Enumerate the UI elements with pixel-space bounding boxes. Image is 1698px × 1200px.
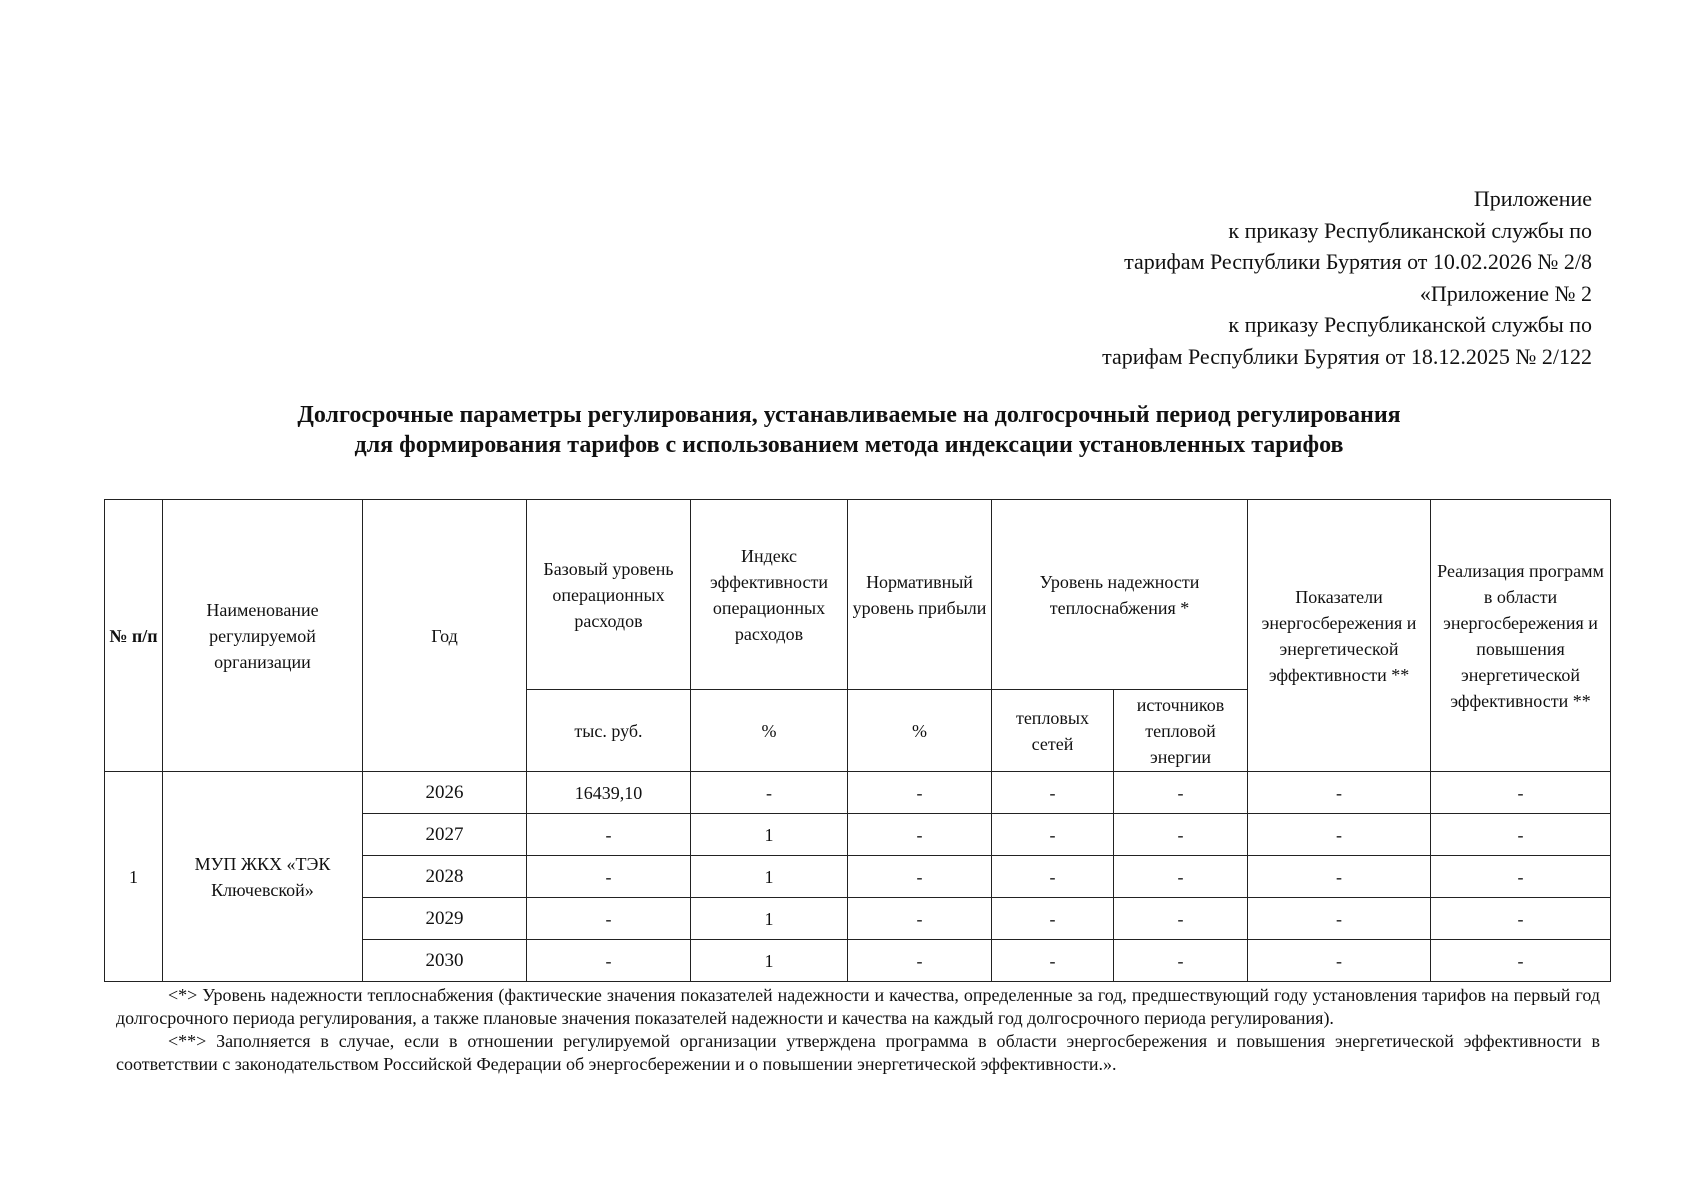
cell-heat-networks: - xyxy=(992,814,1114,856)
header-num: № п/п xyxy=(105,500,163,772)
cell-energy-saving: - xyxy=(1248,856,1431,898)
cell-programs: - xyxy=(1431,814,1611,856)
organization-name: МУП ЖКХ «ТЭК Ключевской» xyxy=(163,772,363,982)
header-programs: Реализация программ в области энергосбережения и повышения энергетической эффективности ** xyxy=(1431,500,1611,772)
cell-base-opex: 16439,10 xyxy=(527,772,691,814)
cell-programs: - xyxy=(1431,940,1611,982)
cell-profit-level: - xyxy=(848,856,992,898)
unit-base-opex: тыс. руб. xyxy=(527,690,691,772)
header-organization: Наименование регулируемой организации xyxy=(163,500,363,772)
cell-heat-networks: - xyxy=(992,940,1114,982)
cell-heat-networks: - xyxy=(992,898,1114,940)
cell-base-opex: - xyxy=(527,898,691,940)
cell-heat-sources: - xyxy=(1114,898,1248,940)
cell-energy-saving: - xyxy=(1248,772,1431,814)
cell-year: 2029 xyxy=(363,898,527,940)
cell-year: 2026 xyxy=(363,772,527,814)
header-profit-level: Нормативный уровень прибыли xyxy=(848,500,992,690)
cell-profit-level: - xyxy=(848,814,992,856)
document-title-line: для формирования тарифов с использованием метода индексации установленных тарифов xyxy=(354,432,1344,458)
table-row xyxy=(105,772,1611,814)
appendix-header-line: Приложение xyxy=(1473,186,1592,211)
cell-year: 2030 xyxy=(363,940,527,982)
cell-profit-level: - xyxy=(848,772,992,814)
cell-heat-sources: - xyxy=(1114,856,1248,898)
document-title-line: Долгосрочные параметры регулирования, устанавливаемые на долгосрочный период регулирования xyxy=(297,402,1401,428)
appendix-header-line: тарифам Республики Бурятия от 10.02.2026 № 2/8 xyxy=(1124,249,1592,274)
appendix-header xyxy=(1102,183,1592,372)
cell-heat-networks: - xyxy=(992,856,1114,898)
cell-energy-saving: - xyxy=(1248,898,1431,940)
cell-base-opex: - xyxy=(527,940,691,982)
cell-programs: - xyxy=(1431,856,1611,898)
cell-efficiency-index: 1 xyxy=(691,856,848,898)
document-title xyxy=(0,400,1698,460)
appendix-header-line: к приказу Республиканской службы по xyxy=(1228,217,1592,243)
header-efficiency-index: Индекс эффективности операционных расходов xyxy=(691,500,848,690)
unit-efficiency-index: % xyxy=(691,690,848,772)
cell-programs: - xyxy=(1431,772,1611,814)
cell-heat-sources: - xyxy=(1114,940,1248,982)
cell-base-opex: - xyxy=(527,814,691,856)
header-energy-saving: Показатели энергосбережения и энергетической эффективности ** xyxy=(1248,500,1431,772)
footnote-reliability: <*> Уровень надежности теплоснабжения (фактические значения показателей надежности и качества, определенные за год, предшествующий году установления тарифов на первый год долгосрочного периода регулирования, а также плановые значения показателей надежности и качества на каждый год долгосрочного периода регулирования). xyxy=(116,985,1600,1028)
cell-efficiency-index: 1 xyxy=(691,814,848,856)
appendix-header-line: тарифам Республики Бурятия от 18.12.2025 № 2/122 xyxy=(1102,343,1592,369)
appendix-header-line: к приказу Республиканской службы по xyxy=(1228,312,1592,337)
cell-year: 2028 xyxy=(363,856,527,898)
cell-heat-networks: - xyxy=(992,772,1114,814)
header-year: Год xyxy=(363,500,527,772)
unit-profit-level: % xyxy=(848,690,992,772)
cell-year: 2027 xyxy=(363,814,527,856)
header-base-opex: Базовый уровень операционных расходов xyxy=(527,500,691,690)
unit-heat-networks: тепловых сетей xyxy=(992,690,1114,772)
parameters-table xyxy=(104,499,1611,982)
cell-energy-saving: - xyxy=(1248,940,1431,982)
footnotes xyxy=(116,984,1600,1076)
cell-base-opex: - xyxy=(527,856,691,898)
unit-heat-sources: источников тепловой энергии xyxy=(1114,690,1248,772)
cell-efficiency-index: - xyxy=(691,772,848,814)
footnote-energy-saving: <**> Заполняется в случае, если в отношении регулируемой организации утверждена программа в области энергосбережения и повышения энергетической эффективности в соответствии с законодательством Российской Федерации об энергосбережении и о повышении энергетической эффективности.». xyxy=(116,1031,1600,1074)
cell-heat-sources: - xyxy=(1114,772,1248,814)
cell-profit-level: - xyxy=(848,898,992,940)
cell-heat-sources: - xyxy=(1114,814,1248,856)
cell-programs: - xyxy=(1431,898,1611,940)
appendix-header-line: «Приложение № 2 xyxy=(1419,280,1592,306)
cell-energy-saving: - xyxy=(1248,814,1431,856)
table-header-row xyxy=(105,500,1611,690)
row-number: 1 xyxy=(105,772,163,982)
cell-efficiency-index: 1 xyxy=(691,940,848,982)
cell-efficiency-index: 1 xyxy=(691,898,848,940)
header-reliability: Уровень надежности теплоснабжения * xyxy=(992,500,1248,690)
cell-profit-level: - xyxy=(848,940,992,982)
